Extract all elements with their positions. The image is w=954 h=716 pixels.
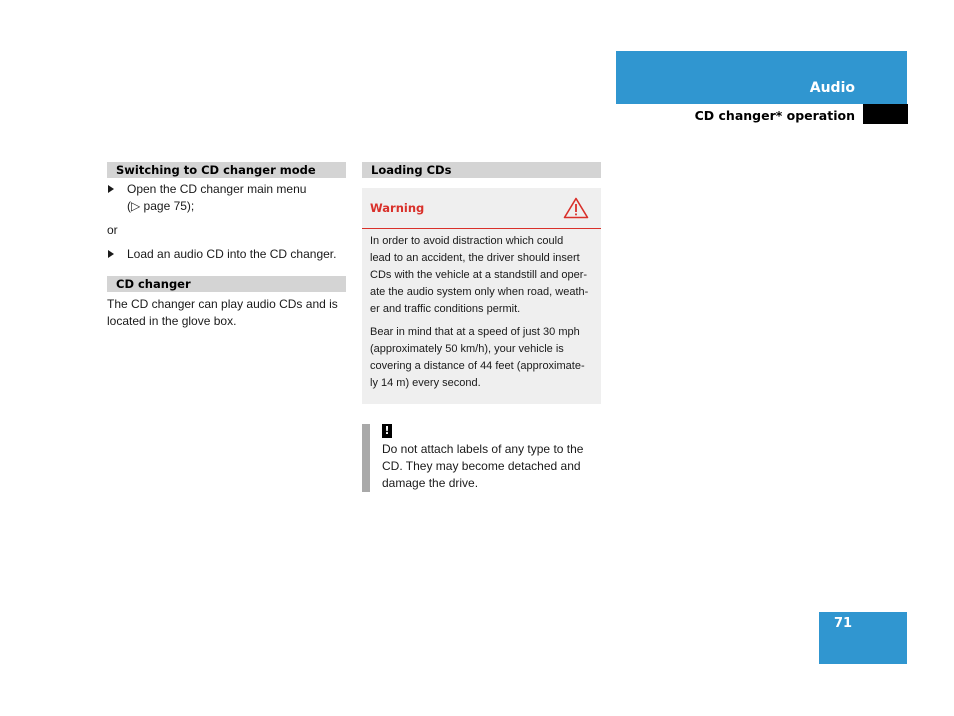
note-box — [362, 424, 601, 492]
note-text — [382, 424, 601, 492]
text-line: Do not attach labels of any type to the — [382, 442, 584, 456]
bullet-arrow-icon — [108, 185, 114, 193]
warning-header — [362, 188, 601, 229]
exclamation-icon: ! — [382, 424, 392, 438]
warning-label: Warning — [370, 201, 425, 215]
text-line: covering a distance of 44 feet (approximate- — [370, 360, 585, 372]
page-number: 71 — [834, 616, 853, 631]
text-line: Bear in mind that at a speed of just 30 mph — [370, 326, 580, 338]
text-line: er and traffic conditions permit. — [370, 303, 521, 315]
text-line: damage the drive. — [382, 476, 479, 490]
step-text: Open the CD changer main menu — [127, 182, 307, 196]
subsection-title: CD changer* operation — [694, 108, 855, 123]
heading-cd-changer: CD changer — [107, 276, 346, 292]
warning-box — [362, 188, 601, 404]
text-line: (approximately 50 km/h), your vehicle is — [370, 343, 564, 355]
text-line: ly 14 m) every second. — [370, 377, 481, 389]
page-number-box — [819, 612, 907, 664]
left-column — [107, 162, 346, 330]
warning-paragraph-1 — [370, 233, 593, 318]
switching-content — [107, 181, 346, 263]
heading-switching: Switching to CD changer mode — [107, 162, 346, 178]
warning-body — [362, 229, 601, 404]
page-reference[interactable]: (▷ page 75); — [127, 199, 195, 213]
paragraph-line: located in the glove box. — [107, 314, 237, 328]
paragraph-line: The CD changer can play audio CDs and is — [107, 297, 338, 311]
heading-loading-cds: Loading CDs — [362, 162, 601, 178]
step-load-cd — [107, 246, 346, 263]
text-line: lead to an accident, the driver should insert — [370, 252, 580, 264]
section-tab — [616, 51, 907, 104]
step-open-menu — [107, 181, 346, 215]
step-text: Load an audio CD into the CD changer. — [127, 247, 337, 261]
bullet-arrow-icon — [108, 250, 114, 258]
warning-paragraph-2 — [370, 324, 593, 392]
warning-triangle-icon — [563, 197, 589, 219]
section-marker — [863, 104, 908, 124]
right-column — [362, 162, 601, 492]
cd-changer-text — [107, 296, 346, 330]
text-line: CDs with the vehicle at a standstill and oper- — [370, 269, 588, 281]
section-title: Audio — [809, 80, 855, 96]
text-line: In order to avoid distraction which could — [370, 235, 564, 247]
or-text: or — [107, 223, 118, 237]
text-line: ate the audio system only when road, weath- — [370, 286, 589, 298]
text-line: CD. They may become detached and — [382, 459, 581, 473]
